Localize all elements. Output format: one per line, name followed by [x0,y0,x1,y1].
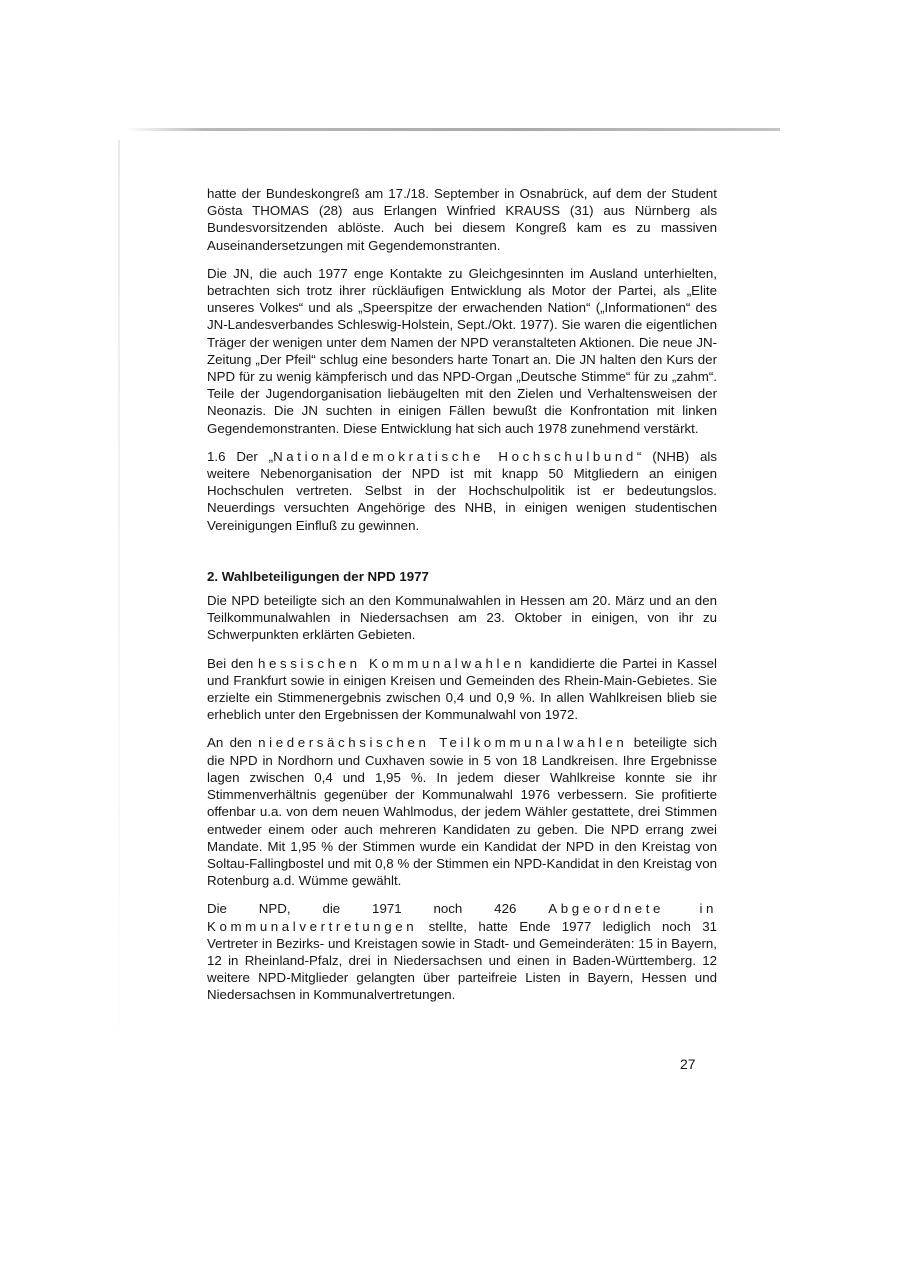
hessen-spaced-term: hessischen Kommunalwahlen [258,655,526,671]
abgeordnete-rest: stellte, hatte Ende 1977 lediglich noch 31 Vertreter in Bezirks- und Kreistagen sowie in Stadt- und Gemeinderäten: 15 in Bayern, 12 in Rheinland-Pfalz, drei in Niedersachsen und einen in Baden-Württemberg. 12 weitere NPD-Mitglieder gelangten über parteifreie Listen in Bayern, Hessen und Niedersachsen in Kommunalvertretungen. [207,918,717,1003]
paragraph-abgeordnete [207,900,717,1003]
scan-left-edge [118,140,120,1100]
niedersachsen-spaced-term: niedersächsischen Teilkommunalwahlen [258,735,628,751]
paragraph-nhb [207,448,717,534]
nhb-rest: “ (NHB) als weitere Nebenorganisation der NPD ist mit knapp 50 Mitgliedern an einigen Hochschulen vertreten. Selbst in der Hochschulpolitik ist er bedeutungslos. Neuerdings versuchten Angehörige des NHB, in einigen wenigen studentischen Vereinigungen Einfluß zu gewinnen. [207,448,717,533]
document-page [207,185,717,1015]
abgeordnete-lead: Die NPD, die 1971 noch 426 [207,901,549,917]
paragraph-jn: Die JN, die auch 1977 enge Kontakte zu Gleichgesinnten im Ausland unterhielten, betrachten sich trotz ihrer rückläufigen Entwicklung als Motor der Partei, als „Elite unseres Volkes“ und als „Speerspitze der erwachenden Nation“ („Informationen“ des JN-Landesverbandes Schleswig-Holstein, Sept./Okt. 1977). Sie waren die eigentlichen Träger der wenigen unter dem Namen der NPD veranstalteten Aktionen. Die neue JN-Zeitung „Der Pfeil“ schlug eine besonders harte Tonart an. Die JN halten den Kurs der NPD für zu wenig kämpferisch und das NPD-Organ „Deutsche Stimme“ für zu „zahm“. Teile der Jugendorganisation liebäugelten mit den Zielen und Verhaltensweisen der Neonazis. Die JN suchten in einigen Fällen bewußt die Konfrontation mit linken Gegendemonstranten. Diese Entwicklung hat sich auch 1978 zunehmend verstärkt. [207,265,717,436]
abgeordnete-spaced-term: Abgeordnete in Kommunalvertretungen [207,901,717,934]
niedersachsen-lead: An den [207,735,259,751]
paragraph-wahlbeteiligung: Die NPD beteiligte sich an den Kommunalwahlen in Hessen am 20. März und an den Teilkommunalwahlen in Niedersachsen am 23. Oktober in einigen, von ihr zu Schwerpunkten erklärten Gebieten. [207,593,717,643]
scan-top-edge [125,128,780,131]
niedersachsen-rest: beteiligte sich die NPD in Nordhorn und Cuxhaven sowie in 5 von 18 Landkreisen. Ihre Ergebnisse lagen zwischen 0,4 und 1,95 %. In jedem dieser Wahlkreise konnte sie ihr Stimmenverhältnis gegenüber der Kommunalwahl 1976 verbessern. Sie profitierte offenbar u.a. von dem neuen Wahlmodus, der jedem Wähler gestattete, drei Stimmen entweder einem oder auch mehreren Kandidaten zu geben. Die NPD errang zwei Mandate. Mit 1,95 % der Stimmen wurde ein Kandidat der NPD in den Kreistag von Soltau-Fallingbostel und mit 0,8 % der Stimmen ein NPD-Kandidat in den Kreistag von Rotenburg a.d. Wümme gewählt. [207,735,717,889]
section-heading: 2. Wahlbeteiligungen der NPD 1977 [207,568,429,584]
nhb-lead: 1.6 Der „ [207,448,274,464]
paragraph-bundeskongress: hatte der Bundeskongreß am 17./18. September in Osnabrück, auf dem der Student Gösta THOMAS (28) aus Erlangen Winfried KRAUSS (31) aus Nürnberg als Bundesvorsitzenden ablöste. Auch bei diesem Kongreß kam es zu massiven Auseinandersetzungen mit Gegendemonstranten. [207,186,717,253]
page-number: 27 [680,1056,696,1072]
paragraph-hessen [207,655,717,724]
paragraph-niedersachsen [207,734,717,889]
nhb-spaced-term: Nationaldemokratische Hochschulbund [273,448,637,464]
hessen-rest: kandidierte die Partei in Kassel und Frankfurt sowie in einigen Kreisen und Gemeinden des Rhein-Main-Gebietes. Sie erzielte ein Stimmenergebnis zwischen 0,4 und 0,9 %. In allen Wahlkreisen blieb sie erheblich unter den Ergebnissen der Kommunalwahl von 1972. [207,655,717,723]
hessen-lead: Bei den [207,655,259,671]
